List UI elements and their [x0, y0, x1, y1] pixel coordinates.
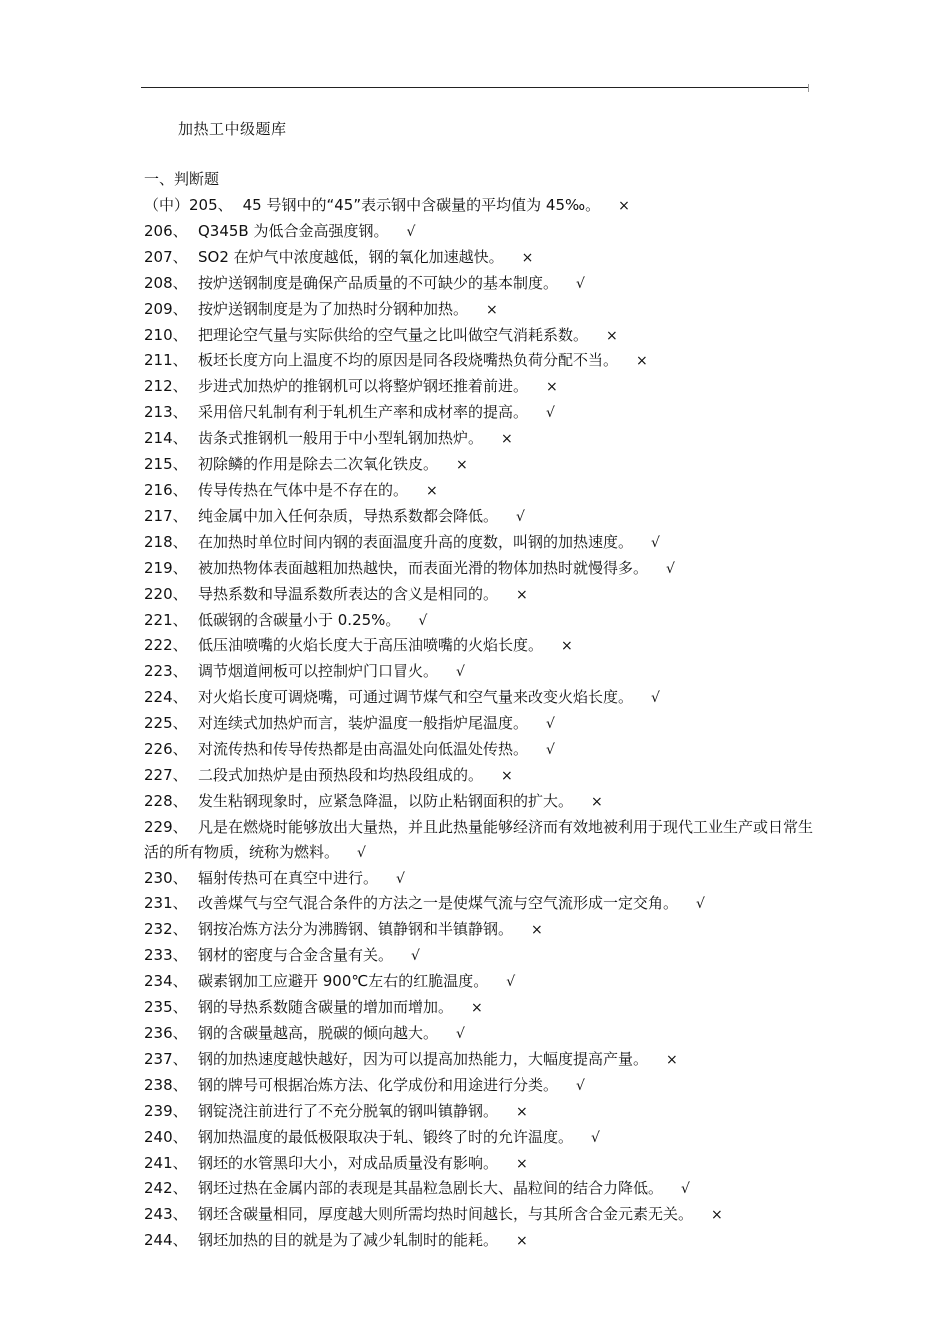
question-number: 243、 — [144, 1205, 188, 1224]
question-item — [144, 608, 824, 634]
question-number: 240、 — [144, 1127, 188, 1146]
answer-mark: × — [711, 1207, 723, 1224]
answer-mark: √ — [418, 612, 428, 629]
answer-mark: × — [546, 379, 558, 396]
question-number: 233、 — [144, 946, 188, 965]
question-item — [144, 995, 824, 1021]
question-number: 241、 — [144, 1153, 188, 1172]
question-item — [144, 943, 824, 969]
question-number: 235、 — [144, 998, 188, 1017]
question-item — [144, 659, 824, 685]
question-text: 板坯长度方向上温度不均的原因是同各段烧嘴热负荷分配不当。 — [198, 351, 619, 370]
question-item — [144, 297, 824, 323]
answer-mark: √ — [516, 508, 525, 525]
answer-mark: × — [516, 1233, 528, 1250]
question-text: 在加热时单位时间内钢的表面温度升高的度数，叫钢的加热速度。 — [198, 532, 634, 551]
question-text: 45 号钢中的“45”表示钢中含碳量的平均值为 45‰。 — [242, 196, 601, 214]
header-rule-end-mark — [808, 84, 809, 92]
question-number: 214、 — [144, 429, 188, 448]
question-text: 钢锭浇注前进行了不充分脱氧的钢叫镇静钢。 — [198, 1101, 499, 1120]
question-text: 对连续式加热炉而言，装炉温度一般指炉尾温度。 — [198, 714, 529, 733]
question-text: 低压油喷嘴的火焰长度大于高压油喷嘴的火焰长度。 — [198, 636, 544, 655]
answer-mark: × — [516, 1103, 528, 1120]
question-item — [144, 1021, 824, 1047]
question-number: 228、 — [144, 791, 188, 810]
question-number: 216、 — [144, 480, 188, 499]
question-number: 210、 — [144, 325, 188, 344]
question-item — [144, 891, 824, 917]
question-item — [144, 400, 824, 426]
answer-mark: √ — [406, 223, 416, 240]
question-number: 213、 — [144, 403, 188, 422]
question-text: 低碳钢的含碳量小于 0.25%。 — [198, 610, 401, 629]
question-number: 206、 — [144, 221, 188, 240]
question-item — [144, 193, 824, 219]
question-number: 208、 — [144, 273, 188, 292]
answer-mark: √ — [506, 974, 516, 991]
question-item — [144, 530, 824, 556]
question-item — [144, 1125, 824, 1151]
answer-mark: × — [636, 353, 648, 370]
question-item — [144, 374, 824, 400]
question-text: 钢材的密度与合金含量有关。 — [198, 946, 394, 965]
question-text: SO2 在炉气中浓度越低，钢的氧化加速越快。 — [198, 247, 504, 266]
question-text: 钢的导热系数随含碳量的增加而增加。 — [198, 998, 454, 1017]
question-item — [144, 1047, 824, 1073]
question-number: 242、 — [144, 1179, 188, 1198]
answer-mark: × — [516, 1155, 528, 1172]
question-item — [144, 789, 824, 815]
question-item — [144, 815, 824, 866]
question-text: 钢的加热速度越快越好，因为可以提高加热能力，大幅度提高产量。 — [198, 1049, 649, 1068]
question-item — [144, 917, 824, 943]
answer-mark: × — [666, 1051, 678, 1068]
answer-mark: × — [426, 482, 438, 499]
answer-mark: √ — [456, 1026, 465, 1042]
question-item — [144, 1099, 824, 1125]
question-number: （中）205、 — [144, 196, 233, 214]
question-item — [144, 711, 824, 737]
answer-mark: × — [521, 249, 534, 266]
question-text: 钢按冶炼方法分为沸腾钢、镇静钢和半镇静钢。 — [198, 920, 514, 939]
question-number: 238、 — [144, 1075, 188, 1094]
question-text: 钢的含碳量越高，脱碳的倾向越大。 — [198, 1024, 439, 1042]
answer-mark: √ — [396, 870, 405, 887]
question-text: 按炉送钢制度是为了加热时分钢种加热。 — [198, 299, 469, 318]
question-number: 220、 — [144, 584, 188, 603]
question-text: 钢坯加热的目的就是为了减少轧制时的能耗。 — [198, 1231, 499, 1250]
question-text: 对流传热和传导传热都是由高温处向低温处传热。 — [198, 740, 529, 759]
question-item — [144, 1073, 824, 1099]
question-text: 钢的牌号可根据冶炼方法、化学成份和用途进行分类。 — [198, 1075, 559, 1094]
question-text: 齿条式推钢机一般用于中小型轧钢加热炉。 — [198, 429, 484, 448]
question-item — [144, 245, 824, 271]
question-text: 辐射传热可在真空中进行。 — [198, 868, 379, 887]
answer-mark: √ — [546, 716, 555, 733]
answer-mark: × — [516, 586, 528, 603]
question-text: 钢坯的水管黑印大小，对成品质量没有影响。 — [198, 1153, 499, 1172]
question-number: 221、 — [144, 610, 188, 629]
document-title: 加热工中级题库 — [178, 120, 287, 138]
question-text: 碳素钢加工应避开 900℃左右的红脆温度。 — [198, 972, 489, 991]
question-item — [144, 271, 824, 297]
question-number: 232、 — [144, 920, 188, 939]
answer-mark: √ — [651, 690, 660, 707]
question-list — [144, 193, 824, 1254]
question-number: 209、 — [144, 299, 188, 318]
question-item — [144, 504, 824, 530]
question-item — [144, 1202, 824, 1228]
question-item — [144, 348, 824, 374]
question-item — [144, 426, 824, 452]
question-number: 207、 — [144, 247, 188, 266]
answer-mark: × — [501, 431, 513, 448]
answer-mark: × — [456, 457, 468, 474]
question-item — [144, 1228, 824, 1254]
question-text: 纯金属中加入任何杂质，导热系数都会降低。 — [198, 506, 499, 525]
answer-mark: × — [618, 198, 630, 214]
question-number: 212、 — [144, 377, 188, 396]
question-text: 改善煤气与空气混合条件的方法之一是使煤气流与空气流形成一定交角。 — [198, 894, 679, 913]
question-number: 234、 — [144, 972, 188, 991]
question-text: 传导传热在气体中是不存在的。 — [198, 480, 409, 499]
question-number: 236、 — [144, 1024, 188, 1042]
question-text: 凡是在燃烧时能够放出大量热，并且此热量能够经济而有效地被利用于现代工业生产或日常生活的所有物质，统称为燃料。 — [144, 817, 814, 861]
answer-mark: × — [561, 638, 573, 655]
question-number: 231、 — [144, 894, 188, 913]
question-item — [144, 452, 824, 478]
question-text: 钢加热温度的最低极限取决于轧、锻终了时的允许温度。 — [198, 1127, 574, 1146]
question-item — [144, 685, 824, 711]
answer-mark: × — [471, 1000, 483, 1017]
question-item — [144, 1151, 824, 1177]
question-number: 239、 — [144, 1101, 188, 1120]
question-text: 二段式加热炉是由预热段和均热段组成的。 — [198, 765, 484, 784]
question-text: 钢坯含碳量相同，厚度越大则所需均热时间越长，与其所含合金元素无关。 — [198, 1205, 694, 1224]
question-number: 224、 — [144, 688, 188, 707]
question-item — [144, 737, 824, 763]
question-number: 237、 — [144, 1049, 188, 1068]
answer-mark: √ — [546, 742, 555, 759]
question-number: 227、 — [144, 765, 188, 784]
question-text: 被加热物体表面越粗加热越快，而表面光滑的物体加热时就慢得多。 — [198, 558, 649, 577]
question-number: 225、 — [144, 714, 188, 733]
question-item — [144, 478, 824, 504]
answer-mark: × — [606, 327, 618, 344]
answer-mark: √ — [651, 534, 660, 551]
question-item — [144, 219, 824, 245]
answer-mark: √ — [591, 1129, 600, 1146]
question-text: 初除鳞的作用是除去二次氧化铁皮。 — [198, 455, 439, 474]
question-item — [144, 633, 824, 659]
answer-mark: × — [501, 767, 513, 784]
question-text: 步进式加热炉的推钢机可以将整炉钢坯推着前进。 — [198, 377, 529, 396]
answer-mark: √ — [576, 275, 585, 292]
question-number: 223、 — [144, 662, 188, 681]
answer-mark: √ — [456, 664, 465, 681]
answer-mark: √ — [357, 844, 366, 861]
question-text: 对火焰长度可调烧嘴，可通过调节煤气和空气量来改变火焰长度。 — [198, 688, 634, 707]
question-text: Q345B 为低合金高强度钢。 — [198, 221, 389, 240]
answer-mark: √ — [681, 1181, 690, 1198]
question-text: 导热系数和导温系数所表达的含义是相同的。 — [198, 584, 499, 603]
answer-mark: √ — [696, 896, 705, 913]
header-rule — [141, 87, 809, 88]
question-number: 230、 — [144, 868, 188, 887]
question-text: 调节烟道闸板可以控制炉门口冒火。 — [198, 662, 439, 681]
answer-mark: √ — [411, 948, 420, 965]
question-item — [144, 866, 824, 892]
question-item — [144, 323, 824, 349]
question-number: 215、 — [144, 455, 188, 474]
question-number: 222、 — [144, 636, 188, 655]
question-text: 钢坯过热在金属内部的表现是其晶粒急剧长大、晶粒间的结合力降低。 — [198, 1179, 664, 1198]
section-heading: 一、判断题 — [144, 170, 220, 188]
answer-mark: √ — [576, 1077, 585, 1094]
question-item — [144, 582, 824, 608]
question-item — [144, 556, 824, 582]
question-number: 219、 — [144, 558, 188, 577]
question-number: 217、 — [144, 506, 188, 525]
question-text: 把理论空气量与实际供给的空气量之比叫做空气消耗系数。 — [198, 325, 589, 344]
question-text: 发生粘钢现象时，应紧急降温，以防止粘钢面积的扩大。 — [198, 791, 574, 810]
question-item — [144, 969, 824, 995]
answer-mark: √ — [546, 405, 555, 422]
question-number: 244、 — [144, 1231, 188, 1250]
answer-mark: × — [486, 301, 498, 318]
question-text: 采用倍尺轧制有利于轧机生产率和成材率的提高。 — [198, 403, 529, 422]
answer-mark: × — [531, 922, 543, 939]
answer-mark: √ — [666, 560, 675, 577]
question-item — [144, 1176, 824, 1202]
question-number: 229、 — [144, 817, 188, 836]
question-number: 226、 — [144, 740, 188, 759]
question-item — [144, 763, 824, 789]
question-number: 211、 — [144, 351, 188, 370]
answer-mark: × — [591, 793, 603, 810]
question-text: 按炉送钢制度是确保产品质量的不可缺少的基本制度。 — [198, 273, 559, 292]
question-number: 218、 — [144, 532, 188, 551]
